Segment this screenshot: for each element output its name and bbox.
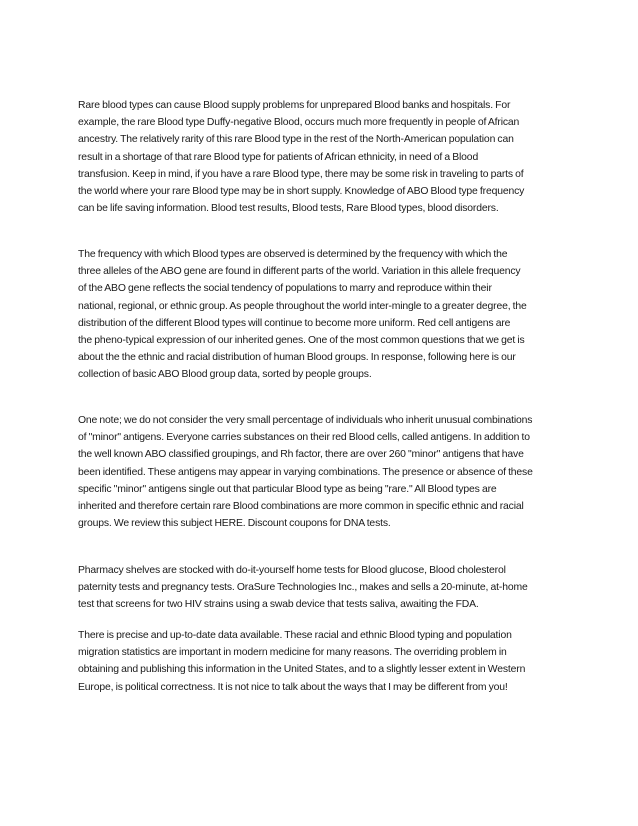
text-line: of "minor" antigens. Everyone carries substances on their red Blood cells, called antigens. In addition to [78,432,530,444]
text-line: example, the rare Blood type Duffy-negative Blood, occurs much more frequently in people of African [78,117,520,129]
text-line: test that screens for two HIV strains using a swab device that tests saliva, awaiting the FDA. [78,599,479,611]
text-line: transfusion. Keep in mind, if you have a rare Blood type, there may be some risk in traveling to parts of [78,168,524,180]
text-line: the pheno-typical expression of our inherited genes. One of the most common questions that we get is [78,335,525,347]
text-line: can be life saving information. Blood test results, Blood tests, Rare Blood types, blood disorders. [78,203,499,215]
paragraph-rare-blood-types [78,97,564,217]
text-line: the well known ABO classified groupings, and Rh factor, there are over 260 "minor" antigens that have [78,449,524,461]
text-line: of the ABO gene reflects the social tendency of populations to marry and reproduce within their [78,283,492,295]
text-line: about the the ethnic and racial distribution of human Blood groups. In response, following here is our [78,352,516,364]
text-line: groups. We review this subject HERE. Discount coupons for DNA tests. [78,518,391,530]
text-line: migration statistics are important in modern medicine for many reasons. The overriding problem in [78,647,507,659]
text-line: Pharmacy shelves are stocked with do-it-yourself home tests for Blood glucose, Blood cholesterol [78,565,506,576]
text-line: The frequency with which Blood types are observed is determined by the frequency with which the [78,249,508,260]
paragraph-home-tests [78,562,564,614]
paragraph-blood-type-frequency [78,246,564,384]
text-line: the world where your rare Blood type may be in short supply. Knowledge of ABO Blood type frequency [78,186,525,198]
text-line: Rare blood types can cause Blood supply problems for unprepared Blood banks and hospitals. For [78,100,511,111]
text-line: Europe, is political correctness. It is not nice to talk about the ways that I may be different from you! [78,681,508,693]
text-line: distribution of the different Blood types will continue to become more uniform. Red cell antigens are [78,317,511,329]
paragraph-statistics [78,627,564,696]
text-line: been identified. These antigens may appear in varying combinations. The presence or absence of these [78,466,533,478]
paragraph-minor-antigens [78,412,564,532]
text-line: There is precise and up-to-date data available. These racial and ethnic Blood typing and population [78,630,512,641]
text-line: One note; we do not consider the very small percentage of individuals who inherit unusual combinations [78,415,533,426]
text-line: result in a shortage of that rare Blood type for patients of African ethnicity, in need of a Blood [78,151,479,163]
text-line: specific "minor" antigens single out that particular Blood type as being "rare." All Blood types are [78,483,497,495]
text-line: ancestry. The relatively rarity of this rare Blood type in the rest of the North-American population can [78,134,514,146]
text-line: obtaining and publishing this information in the United States, and to a slightly lesser extent in Western [78,664,526,676]
text-line: national, regional, or ethnic group. As people throughout the world inter-mingle to a greater degree, the [78,300,527,312]
text-line: three alleles of the ABO gene are found in different parts of the world. Variation in this allele frequency [78,266,521,278]
text-line: paternity tests and pregnancy tests. OraSure Technologies Inc., makes and sells a 20-minute, at-home [78,582,528,594]
text-line: inherited and therefore certain rare Blood combinations are more common in specific ethnic and racial [78,501,524,513]
text-line: collection of basic ABO Blood group data, sorted by people groups. [78,369,372,381]
